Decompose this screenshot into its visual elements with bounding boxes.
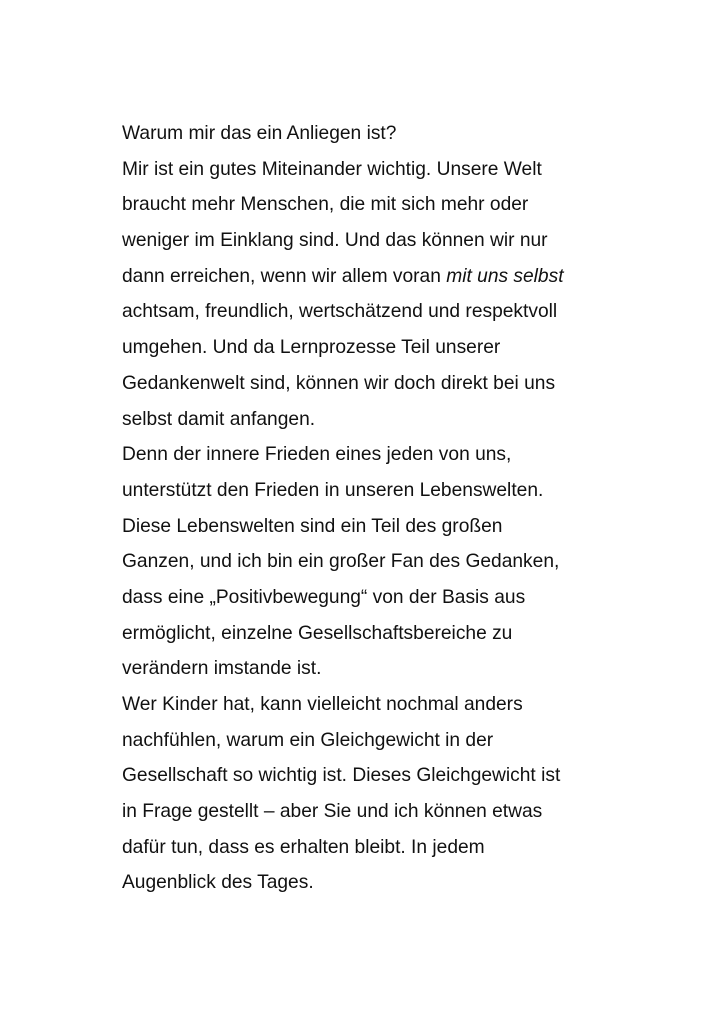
text-line: Diese Lebenswelten sind ein Teil des großen (122, 515, 503, 537)
text-line: Denn der innere Frieden eines jeden von uns, (122, 444, 512, 466)
text-line: Augenblick des Tages. (122, 872, 314, 894)
text-line: dass eine „Positivbewegung“ von der Basis aus (122, 586, 526, 608)
text-line: Ganzen, und ich bin ein großer Fan des Gedanken, (122, 551, 560, 573)
emphasized-text: mit uns selbst (446, 265, 564, 287)
text-line: umgehen. Und da Lernprozesse Teil unserer (122, 337, 501, 359)
text-line: weniger im Einklang sind. Und das können wir nur (122, 230, 548, 252)
text-line: ermöglicht, einzelne Gesellschaftsbereiche zu (122, 622, 513, 644)
text-line: achtsam, freundlich, wertschätzend und respektvoll (122, 301, 558, 323)
text-line: braucht mehr Menschen, die mit sich mehr oder (122, 194, 529, 216)
text-line: dafür tun, dass es erhalten bleibt. In jedem (122, 836, 485, 858)
text-line-with-emphasis (122, 259, 612, 295)
text-line: Wer Kinder hat, kann vielleicht nochmal anders (122, 694, 523, 715)
text-line: Warum mir das ein Anliegen ist? (122, 123, 397, 144)
text-line: nachfühlen, warum ein Gleichgewicht in der (122, 729, 494, 751)
text-line: Gedankenwelt sind, können wir doch direkt bei uns (122, 372, 556, 394)
text-line: in Frage gestellt – aber Sie und ich können etwas (122, 801, 543, 823)
text-line: Gesellschaft so wichtig ist. Dieses Gleichgewicht ist (122, 765, 561, 787)
text-line: verändern imstande ist. (122, 658, 322, 680)
text-line-before-emphasis: dann erreichen, wenn wir allem voran (122, 265, 447, 287)
text-line: selbst damit anfangen. (122, 408, 316, 430)
body-text (122, 116, 612, 901)
text-line: Mir ist ein gutes Miteinander wichtig. Unsere Welt (122, 158, 542, 180)
text-line: unterstützt den Frieden in unseren Lebenswelten. (122, 479, 544, 501)
